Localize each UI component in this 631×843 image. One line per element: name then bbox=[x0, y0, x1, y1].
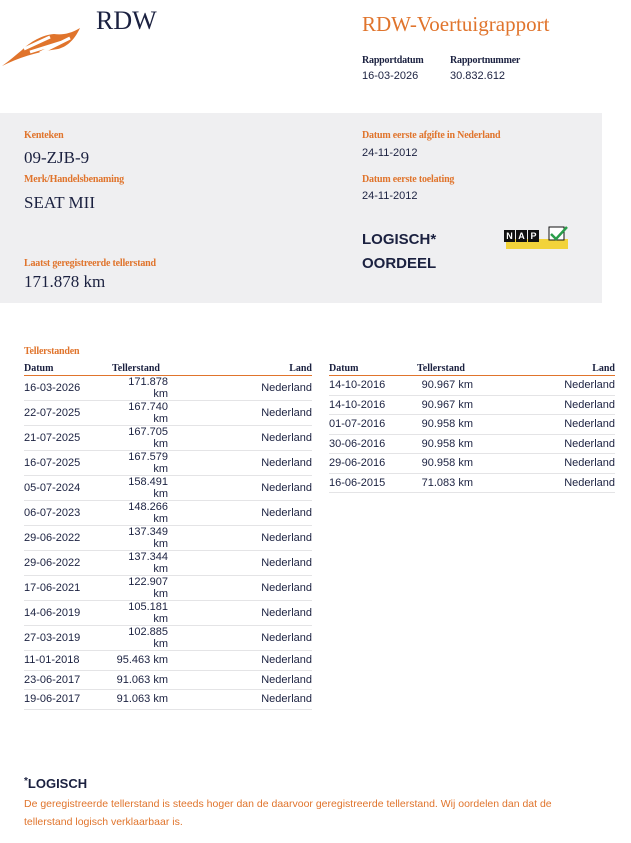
reading-date: 05-07-2024 bbox=[24, 476, 112, 501]
reading-date: 29-06-2022 bbox=[24, 551, 112, 576]
table-row bbox=[24, 651, 312, 671]
reading-country: Nederland bbox=[497, 454, 615, 474]
reading-date: 29-06-2022 bbox=[24, 526, 112, 551]
column-country: Land bbox=[192, 362, 312, 376]
reading-date: 22-07-2025 bbox=[24, 401, 112, 426]
reading-value: 137.349 km bbox=[112, 526, 192, 551]
reading-date: 16-03-2026 bbox=[24, 376, 112, 401]
table-row bbox=[329, 473, 615, 493]
footnote-text: De geregistreerde tellerstand is steeds hoger dan de daarvoor geregistreerde tellerstand. Wij oordelen dan dat de tellerstand logisch verklaarbaar is. bbox=[24, 798, 552, 828]
reading-country: Nederland bbox=[497, 395, 615, 415]
table-row bbox=[329, 415, 615, 435]
nap-letter-a: A bbox=[516, 230, 527, 242]
column-date: Datum bbox=[24, 362, 112, 376]
first-admission-label: Datum eerste toelating bbox=[362, 174, 455, 185]
reading-date: 21-07-2025 bbox=[24, 426, 112, 451]
reading-country: Nederland bbox=[192, 551, 312, 576]
reading-date: 23-06-2017 bbox=[24, 670, 112, 690]
reading-value: 102.885 km bbox=[112, 626, 192, 651]
reading-country: Nederland bbox=[192, 526, 312, 551]
reading-date: 11-01-2018 bbox=[24, 651, 112, 671]
reading-country: Nederland bbox=[497, 434, 615, 454]
reading-value: 122.907 km bbox=[112, 576, 192, 601]
verdict-line2: OORDEEL bbox=[362, 255, 437, 272]
make-label: Merk/Handelsbenaming bbox=[24, 174, 124, 185]
table-row bbox=[24, 526, 312, 551]
reading-date: 30-06-2016 bbox=[329, 434, 417, 454]
reading-date: 14-10-2016 bbox=[329, 376, 417, 396]
reading-date: 16-06-2015 bbox=[329, 473, 417, 493]
odometer-label: Laatst geregistreerde tellerstand bbox=[24, 258, 156, 269]
reading-date: 17-06-2021 bbox=[24, 576, 112, 601]
make-value: SEAT MII bbox=[24, 193, 95, 212]
first-issue-nl-value: 24-11-2012 bbox=[362, 147, 418, 159]
reading-country: Nederland bbox=[497, 376, 615, 396]
report-date: 16-03-2026 bbox=[362, 70, 419, 82]
odometer-value: 171.878 km bbox=[24, 272, 106, 291]
report-number: 30.832.612 bbox=[450, 70, 506, 82]
reading-date: 14-10-2016 bbox=[329, 395, 417, 415]
readings-title: Tellerstanden bbox=[24, 346, 80, 357]
column-date: Datum bbox=[329, 362, 417, 376]
reading-date: 06-07-2023 bbox=[24, 501, 112, 526]
reading-value: 158.491 km bbox=[112, 476, 192, 501]
reading-value: 167.705 km bbox=[112, 426, 192, 451]
readings-right-body bbox=[329, 376, 615, 493]
reading-country: Nederland bbox=[192, 426, 312, 451]
table-row bbox=[329, 434, 615, 454]
reading-value: 90.958 km bbox=[417, 454, 497, 474]
plate-label: Kenteken bbox=[24, 130, 64, 141]
reading-value: 167.740 km bbox=[112, 401, 192, 426]
reading-value: 90.967 km bbox=[417, 395, 497, 415]
report-title: RDW-Voertuigrapport bbox=[362, 12, 550, 36]
reading-value: 105.181 km bbox=[112, 601, 192, 626]
readings-left-body bbox=[24, 376, 312, 710]
readings-table-right bbox=[329, 362, 615, 493]
table-row bbox=[24, 426, 312, 451]
reading-value: 90.958 km bbox=[417, 434, 497, 454]
reading-country: Nederland bbox=[192, 451, 312, 476]
readings-header-row bbox=[24, 362, 312, 376]
reading-value: 91.063 km bbox=[112, 670, 192, 690]
reading-date: 16-07-2025 bbox=[24, 451, 112, 476]
reading-value: 171.878 km bbox=[112, 376, 192, 401]
table-row bbox=[24, 601, 312, 626]
footnote-heading bbox=[24, 776, 87, 791]
table-row bbox=[24, 401, 312, 426]
nap-letter-p: P bbox=[528, 230, 539, 242]
reading-country: Nederland bbox=[192, 376, 312, 401]
reading-date: 27-03-2019 bbox=[24, 626, 112, 651]
check-icon bbox=[548, 226, 568, 242]
plate-value: 09-ZJB-9 bbox=[24, 148, 90, 167]
table-row bbox=[24, 376, 312, 401]
column-country: Land bbox=[497, 362, 615, 376]
readings-table-left bbox=[24, 362, 312, 710]
verdict-line1: LOGISCH* bbox=[362, 231, 437, 248]
reading-country: Nederland bbox=[192, 690, 312, 710]
table-row bbox=[24, 576, 312, 601]
reading-country: Nederland bbox=[497, 415, 615, 435]
reading-country: Nederland bbox=[192, 576, 312, 601]
reading-country: Nederland bbox=[192, 626, 312, 651]
nap-letter-n: N bbox=[504, 230, 515, 242]
first-issue-nl-label: Datum eerste afgifte in Nederland bbox=[362, 130, 501, 141]
reading-date: 14-06-2019 bbox=[24, 601, 112, 626]
table-row bbox=[24, 501, 312, 526]
reading-country: Nederland bbox=[192, 601, 312, 626]
reading-date: 01-07-2016 bbox=[329, 415, 417, 435]
table-row bbox=[329, 376, 615, 396]
reading-country: Nederland bbox=[192, 401, 312, 426]
reading-value: 148.266 km bbox=[112, 501, 192, 526]
table-row bbox=[24, 670, 312, 690]
footnote-star: * bbox=[24, 776, 28, 787]
nap-check-icon bbox=[504, 226, 570, 250]
table-row bbox=[329, 395, 615, 415]
column-reading: Tellerstand bbox=[112, 362, 192, 376]
reading-date: 29-06-2016 bbox=[329, 454, 417, 474]
reading-value: 90.967 km bbox=[417, 376, 497, 396]
report-date-label: Rapportdatum bbox=[362, 55, 424, 66]
reading-country: Nederland bbox=[192, 476, 312, 501]
brand-name: RDW bbox=[96, 6, 157, 35]
reading-value: 167.579 km bbox=[112, 451, 192, 476]
table-row bbox=[24, 451, 312, 476]
reading-value: 71.083 km bbox=[417, 473, 497, 493]
reading-value: 95.463 km bbox=[112, 651, 192, 671]
table-row bbox=[24, 551, 312, 576]
nap-letters bbox=[504, 226, 540, 244]
footnote-title: LOGISCH bbox=[27, 776, 88, 791]
reading-country: Nederland bbox=[192, 501, 312, 526]
table-row bbox=[24, 626, 312, 651]
reading-country: Nederland bbox=[192, 651, 312, 671]
rdw-wing-logo bbox=[0, 22, 84, 68]
readings-header-row bbox=[329, 362, 615, 376]
reading-country: Nederland bbox=[192, 670, 312, 690]
first-admission-value: 24-11-2012 bbox=[362, 190, 418, 202]
table-row bbox=[24, 690, 312, 710]
report-number-label: Rapportnummer bbox=[450, 55, 521, 66]
reading-value: 90.958 km bbox=[417, 415, 497, 435]
reading-value: 137.344 km bbox=[112, 551, 192, 576]
reading-date: 19-06-2017 bbox=[24, 690, 112, 710]
column-reading: Tellerstand bbox=[417, 362, 497, 376]
table-row bbox=[329, 454, 615, 474]
table-row bbox=[24, 476, 312, 501]
reading-value: 91.063 km bbox=[112, 690, 192, 710]
reading-country: Nederland bbox=[497, 473, 615, 493]
